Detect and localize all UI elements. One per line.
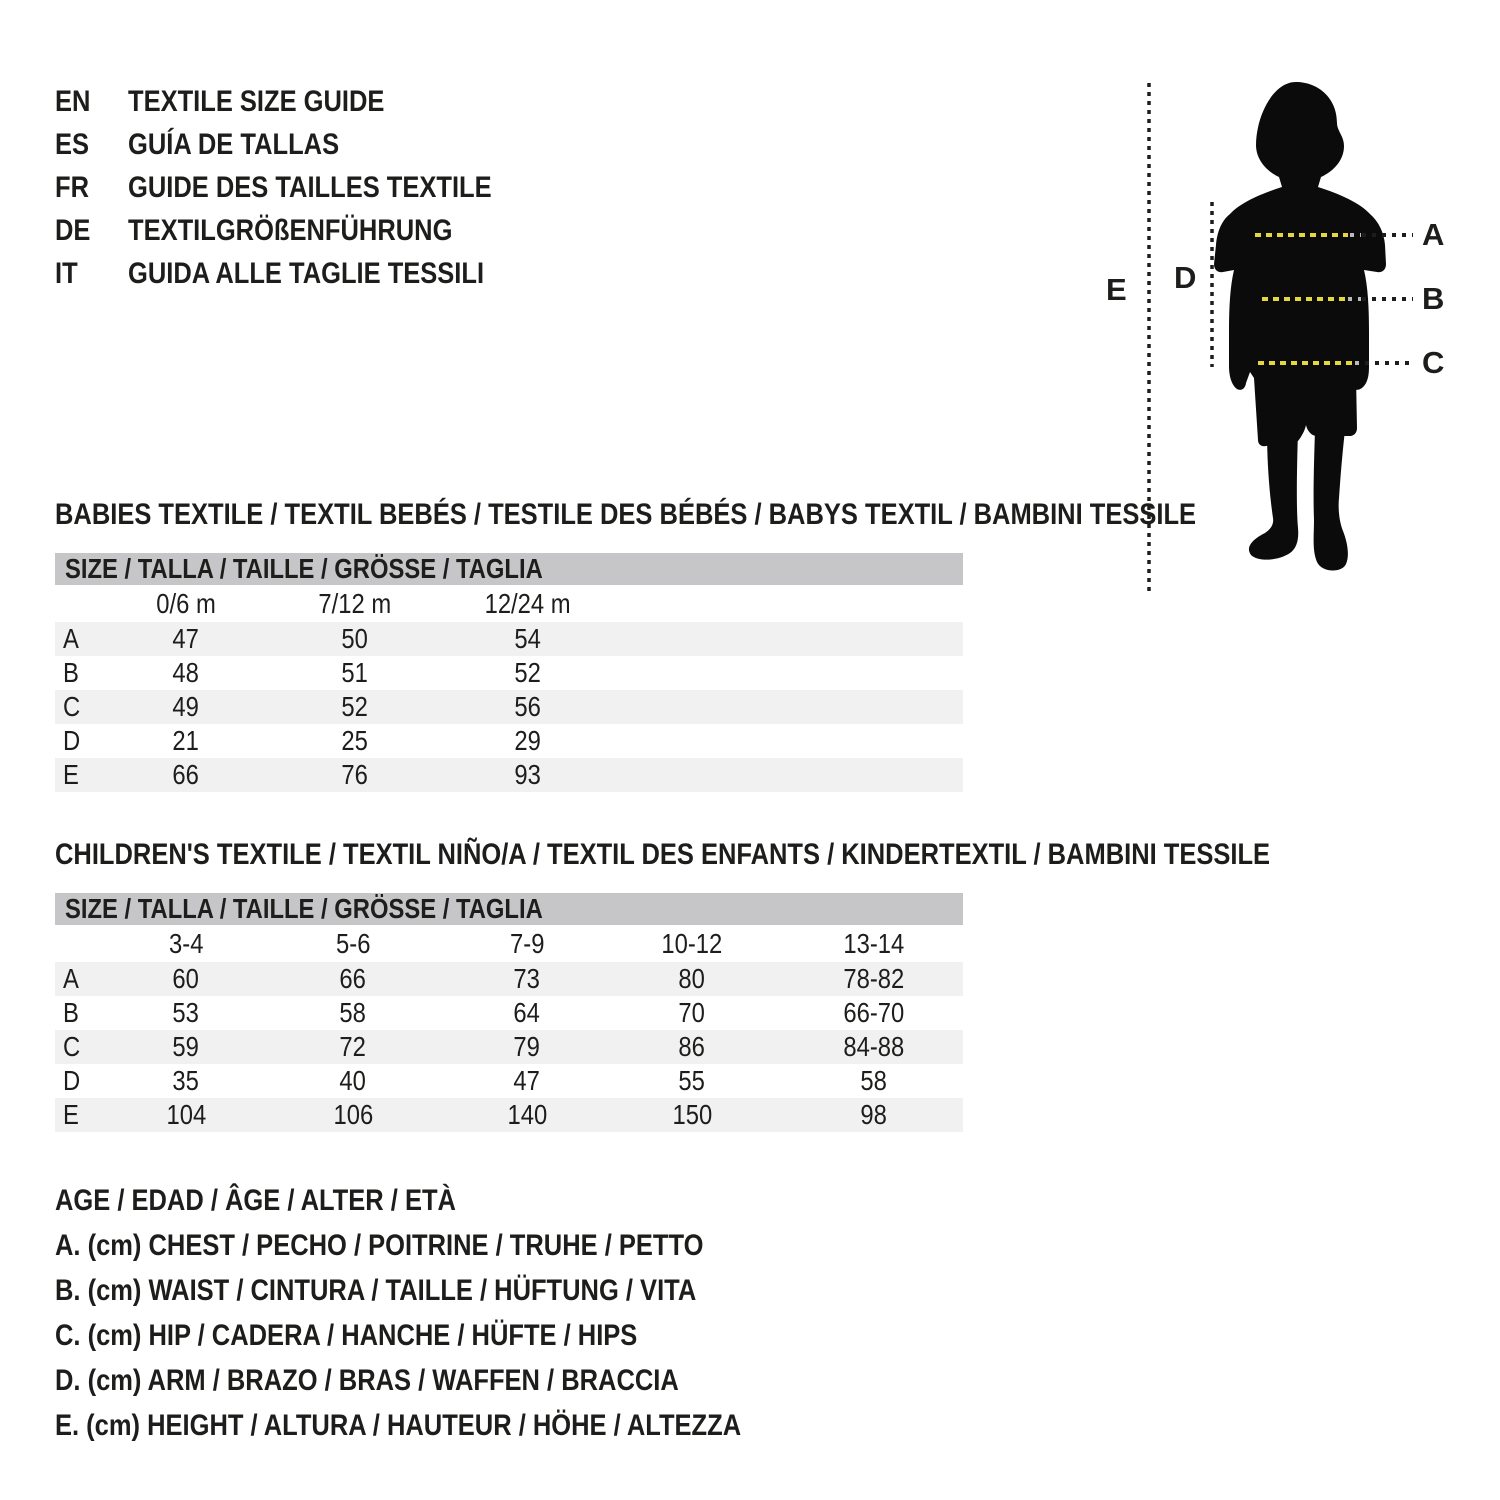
children-row-b-value-0: 53: [172, 997, 200, 1028]
babies-column-header-row: [55, 585, 963, 622]
children-row-e-value-4: 98: [860, 1099, 887, 1130]
children-col-header-1: [252, 925, 454, 962]
children-row-e-value-2: 140: [507, 1099, 547, 1130]
measure-label-a: A: [1422, 217, 1445, 252]
babies-row-b-cell-2: [458, 656, 598, 690]
babies-row-d-cell-2: [458, 724, 598, 758]
legend-line-chest: [55, 1223, 862, 1268]
children-row-d-value-2: 47: [513, 1065, 541, 1096]
children-row-b-value-2: 64: [513, 997, 541, 1028]
lang-code-es: ES: [55, 127, 90, 161]
babies-col-header-1-text: 7/12 m: [318, 587, 392, 619]
legend-height-text: E. (cm) HEIGHT / ALTURA / HAUTEUR / HÖHE / ALTEZZA: [55, 1409, 742, 1442]
babies-row-b-label-text: B: [63, 657, 79, 688]
lang-code-fr: FR: [55, 170, 89, 204]
babies-row-e-cell-1: [252, 758, 458, 792]
legend-chest-text: A. (cm) CHEST / PECHO / POITRINE / TRUHE / PETTO: [55, 1229, 704, 1262]
children-row-d-cell-2: [454, 1064, 600, 1098]
children-size-table: [55, 925, 963, 1132]
babies-col-header-0-text: 0/6 m: [156, 587, 216, 619]
legend-hip-text: C. (cm) HIP / CADERA / HANCHE / HÜFTE / HIPS: [55, 1319, 638, 1352]
title-row-es: [55, 123, 556, 166]
babies-row-a-cell-0: [120, 622, 252, 656]
title-row-it: [55, 252, 556, 295]
children-row-c-cell-0: [120, 1030, 252, 1064]
children-row-e-value-3: 150: [672, 1099, 712, 1130]
babies-filler-cell: [598, 585, 963, 622]
children-row-c-value-0: 59: [172, 1031, 200, 1062]
children-col-header-3: [600, 925, 784, 962]
children-table: [55, 893, 963, 1132]
babies-row-b: [55, 656, 963, 690]
babies-row-a-cell-1: [252, 622, 458, 656]
children-row-a-cell-1: [252, 962, 454, 996]
title-row-en: [55, 80, 556, 123]
children-row-d-cell-4: [784, 1064, 963, 1098]
children-row-b-value-3: 70: [678, 997, 706, 1028]
children-row-d-value-4: 58: [860, 1065, 887, 1096]
children-row-e-label: [55, 1098, 120, 1132]
children-row-d-value-3: 55: [678, 1065, 706, 1096]
babies-row-c-label-text: C: [63, 691, 81, 722]
children-row-c-label-text: C: [63, 1031, 81, 1062]
children-row-d: [55, 1064, 963, 1098]
babies-row-b-label: [55, 656, 120, 690]
babies-row-c-value-2: 56: [514, 691, 542, 722]
babies-row-d-label-text: D: [63, 725, 81, 756]
babies-table: [55, 553, 963, 792]
legend-line-height: [55, 1403, 862, 1448]
children-row-a-cell-4: [784, 962, 963, 996]
babies-row-c-cell-0: [120, 690, 252, 724]
legend-line-waist: [55, 1268, 862, 1313]
children-row-d-value-0: 35: [172, 1065, 200, 1096]
children-row-d-value-1: 40: [339, 1065, 367, 1096]
measure-label-e: E: [1106, 272, 1127, 307]
legend-waist-text: B. (cm) WAIST / CINTURA / TAILLE / HÜFTUNG / VITA: [55, 1274, 697, 1307]
babies-row-c: [55, 690, 963, 724]
lang-code-it: IT: [55, 256, 78, 290]
children-row-e-value-1: 106: [333, 1099, 373, 1130]
title-text-es: GUÍA DE TALLAS: [128, 127, 340, 161]
babies-size-bar-text: SIZE / TALLA / TAILLE / GRÖSSE / TAGLIA: [65, 553, 543, 584]
babies-row-a: [55, 622, 963, 656]
children-row-c-value-4: 84-88: [843, 1031, 904, 1062]
title-text-fr: GUIDE DES TAILLES TEXTILE: [128, 170, 492, 204]
children-row-b-label-text: B: [63, 997, 79, 1028]
measurement-legend: [55, 1178, 862, 1448]
babies-row-e-cell-2: [458, 758, 598, 792]
children-section-heading: [55, 838, 1484, 872]
legend-arm-text: D. (cm) ARM / BRAZO / BRAS / WAFFEN / BRACCIA: [55, 1364, 679, 1397]
babies-row-a-value-1: 50: [341, 623, 369, 654]
children-row-b-value-1: 58: [339, 997, 367, 1028]
children-row-a-label-text: A: [63, 963, 79, 994]
babies-row-b-value-2: 52: [514, 657, 542, 688]
babies-row-e-cell-0: [120, 758, 252, 792]
babies-row-e-label-text: E: [63, 759, 79, 790]
children-row-c-cell-1: [252, 1030, 454, 1064]
legend-line-age: [55, 1178, 862, 1223]
lang-code-de: DE: [55, 213, 91, 247]
babies-row-b-cell-0: [120, 656, 252, 690]
children-row-a-value-1: 66: [339, 963, 367, 994]
babies-size-bar: [55, 553, 963, 585]
babies-col-header-1: [252, 585, 458, 622]
babies-row-b-cell-1: [252, 656, 458, 690]
babies-row-e-label: [55, 758, 120, 792]
babies-row-e-value-0: 66: [172, 759, 200, 790]
children-corner-cell: [55, 925, 120, 962]
children-col-header-1-text: 5-6: [335, 927, 371, 959]
children-row-b-cell-1: [252, 996, 454, 1030]
babies-row-e-value-1: 76: [341, 759, 369, 790]
babies-row-e-value-2: 93: [514, 759, 542, 790]
children-row-e-cell-0: [120, 1098, 252, 1132]
children-row-c-cell-4: [784, 1030, 963, 1064]
children-row-d-label: [55, 1064, 120, 1098]
babies-row-d: [55, 724, 963, 758]
babies-row-d-label: [55, 724, 120, 758]
children-row-c-value-2: 79: [513, 1031, 541, 1062]
title-text-de: TEXTILGRÖßENFÜHRUNG: [128, 213, 453, 247]
babies-row-a-label: [55, 622, 120, 656]
children-row-d-cell-0: [120, 1064, 252, 1098]
children-row-e-cell-3: [600, 1098, 784, 1132]
children-row-a-value-0: 60: [172, 963, 200, 994]
children-row-b-cell-0: [120, 996, 252, 1030]
children-row-e-value-0: 104: [166, 1099, 206, 1130]
children-row-d-label-text: D: [63, 1065, 81, 1096]
title-row-fr: [55, 166, 556, 209]
children-row-e-cell-4: [784, 1098, 963, 1132]
children-row-e-label-text: E: [63, 1099, 79, 1130]
babies-row-d-filler: [598, 724, 963, 758]
children-col-header-0: [120, 925, 252, 962]
children-col-header-2: [454, 925, 600, 962]
children-row-b-cell-3: [600, 996, 784, 1030]
babies-row-d-value-1: 25: [341, 725, 369, 756]
babies-row-a-cell-2: [458, 622, 598, 656]
title-row-de: [55, 209, 556, 252]
children-col-header-3-text: 10-12: [661, 927, 723, 959]
children-row-a-cell-0: [120, 962, 252, 996]
children-col-header-2-text: 7-9: [509, 927, 545, 959]
children-row-a-value-3: 80: [678, 963, 706, 994]
children-row-a-value-4: 78-82: [843, 963, 904, 994]
measure-label-b: B: [1422, 281, 1445, 316]
babies-row-c-label: [55, 690, 120, 724]
babies-row-b-filler: [598, 656, 963, 690]
children-row-e-cell-2: [454, 1098, 600, 1132]
babies-row-d-cell-0: [120, 724, 252, 758]
babies-row-c-cell-1: [252, 690, 458, 724]
children-col-header-0-text: 3-4: [168, 927, 204, 959]
babies-row-e-filler: [598, 758, 963, 792]
title-block: [55, 80, 556, 295]
children-row-a-value-2: 73: [513, 963, 541, 994]
children-col-header-4: [784, 925, 963, 962]
children-row-e: [55, 1098, 963, 1132]
babies-section-heading: [55, 498, 1397, 532]
children-size-bar: [55, 893, 963, 925]
babies-row-a-filler: [598, 622, 963, 656]
children-row-c-cell-3: [600, 1030, 784, 1064]
children-column-header-row: [55, 925, 963, 962]
babies-heading-text: BABIES TEXTILE / TEXTIL BEBÉS / TESTILE DES BÉBÉS / BABYS TEXTIL / BAMBINI TESSILE: [55, 498, 1197, 531]
children-row-a-label: [55, 962, 120, 996]
measure-label-c: C: [1422, 345, 1445, 380]
children-row-d-cell-1: [252, 1064, 454, 1098]
child-silhouette-body: [1214, 82, 1386, 446]
babies-row-b-value-0: 48: [172, 657, 200, 688]
legend-line-arm: [55, 1358, 862, 1403]
babies-corner-cell: [55, 585, 120, 622]
children-row-a-cell-3: [600, 962, 784, 996]
babies-row-c-cell-2: [458, 690, 598, 724]
children-row-b-value-4: 66-70: [843, 997, 904, 1028]
children-row-c-label: [55, 1030, 120, 1064]
babies-col-header-2-text: 12/24 m: [484, 587, 571, 619]
children-row-b-cell-4: [784, 996, 963, 1030]
babies-row-a-label-text: A: [63, 623, 79, 654]
children-size-bar-text: SIZE / TALLA / TAILLE / GRÖSSE / TAGLIA: [65, 893, 543, 924]
children-row-a: [55, 962, 963, 996]
title-text-it: GUIDA ALLE TAGLIE TESSILI: [128, 256, 485, 290]
babies-row-e: [55, 758, 963, 792]
babies-row-b-value-1: 51: [341, 657, 369, 688]
babies-col-header-0: [120, 585, 252, 622]
children-row-e-cell-1: [252, 1098, 454, 1132]
children-row-c-cell-2: [454, 1030, 600, 1064]
children-heading-text: CHILDREN'S TEXTILE / TEXTIL NIÑO/A / TEXTIL DES ENFANTS / KINDERTEXTIL / BAMBINI TESSILE: [55, 838, 1271, 871]
legend-age-text: AGE / EDAD / ÂGE / ALTER / ETÀ: [55, 1184, 456, 1217]
children-row-c-value-3: 86: [678, 1031, 706, 1062]
babies-row-a-value-2: 54: [514, 623, 542, 654]
child-silhouette-left-leg: [1249, 430, 1298, 560]
children-row-d-cell-3: [600, 1064, 784, 1098]
babies-row-d-cell-1: [252, 724, 458, 758]
children-col-header-4-text: 13-14: [843, 927, 904, 959]
babies-col-header-2: [458, 585, 598, 622]
children-row-b: [55, 996, 963, 1030]
children-row-a-cell-2: [454, 962, 600, 996]
babies-row-d-value-0: 21: [172, 725, 200, 756]
children-row-c: [55, 1030, 963, 1064]
babies-row-c-value-1: 52: [341, 691, 369, 722]
children-row-b-cell-2: [454, 996, 600, 1030]
lang-code-en: EN: [55, 84, 91, 118]
babies-row-c-value-0: 49: [172, 691, 200, 722]
children-row-c-value-1: 72: [339, 1031, 367, 1062]
babies-size-table: [55, 585, 963, 792]
measure-label-d: D: [1174, 260, 1197, 295]
legend-line-hip: [55, 1313, 862, 1358]
babies-row-d-value-2: 29: [514, 725, 542, 756]
children-row-b-label: [55, 996, 120, 1030]
babies-row-c-filler: [598, 690, 963, 724]
title-text-en: TEXTILE SIZE GUIDE: [128, 84, 385, 118]
babies-row-a-value-0: 47: [172, 623, 200, 654]
